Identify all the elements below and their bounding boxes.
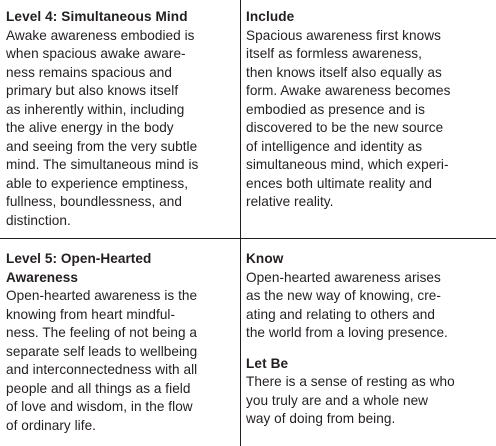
include-cell xyxy=(246,8,494,212)
know-description: Open-hearted awareness arises as the new way of knowing, cre- ating and relating to others and the world from a loving presence. xyxy=(246,269,448,340)
level-4-cell xyxy=(6,8,239,230)
level-5-description: Open-hearted awareness is the knowing from heart mindful- ness. The feeling of not being a separate self leads to wellbeing and interconnectedness with all people and all things as a field of love and wisdom, in the flow of ordinary life. xyxy=(6,288,198,433)
let-be-description: There is a sense of resting as who you truly are and a whole new way of doing from being. xyxy=(246,374,455,426)
level-5-heading: Level 5: Open-Hearted Awareness xyxy=(6,251,152,285)
level-4-heading: Level 4: Simultaneous Mind xyxy=(6,9,188,24)
know-let-be-cell xyxy=(246,250,494,429)
level-5-cell xyxy=(6,250,239,435)
know-heading: Know xyxy=(246,251,284,266)
row-divider xyxy=(0,238,496,239)
let-be-heading: Let Be xyxy=(246,355,289,371)
section-gap xyxy=(246,343,494,355)
level-4-description: Awake awareness embodied is when spacious awake aware- ness remains spacious and primary but also knows itself as inherently within, including the alive energy in the body and seeing from the very subtle mind. The simultaneous mind is able to experience emptiness, fullness, boundlessness, and distinction. xyxy=(6,27,199,228)
include-description: Spacious awareness first knows itself as formless awareness, then knows itself also equally as form. Awake awareness becomes embodied as presence and is discovered to be the new source of intelligence and identity as simultaneous mind, which experi- ences both ultimate reality and relative reality. xyxy=(246,27,451,209)
column-divider xyxy=(240,0,241,446)
include-heading: Include xyxy=(246,9,295,24)
